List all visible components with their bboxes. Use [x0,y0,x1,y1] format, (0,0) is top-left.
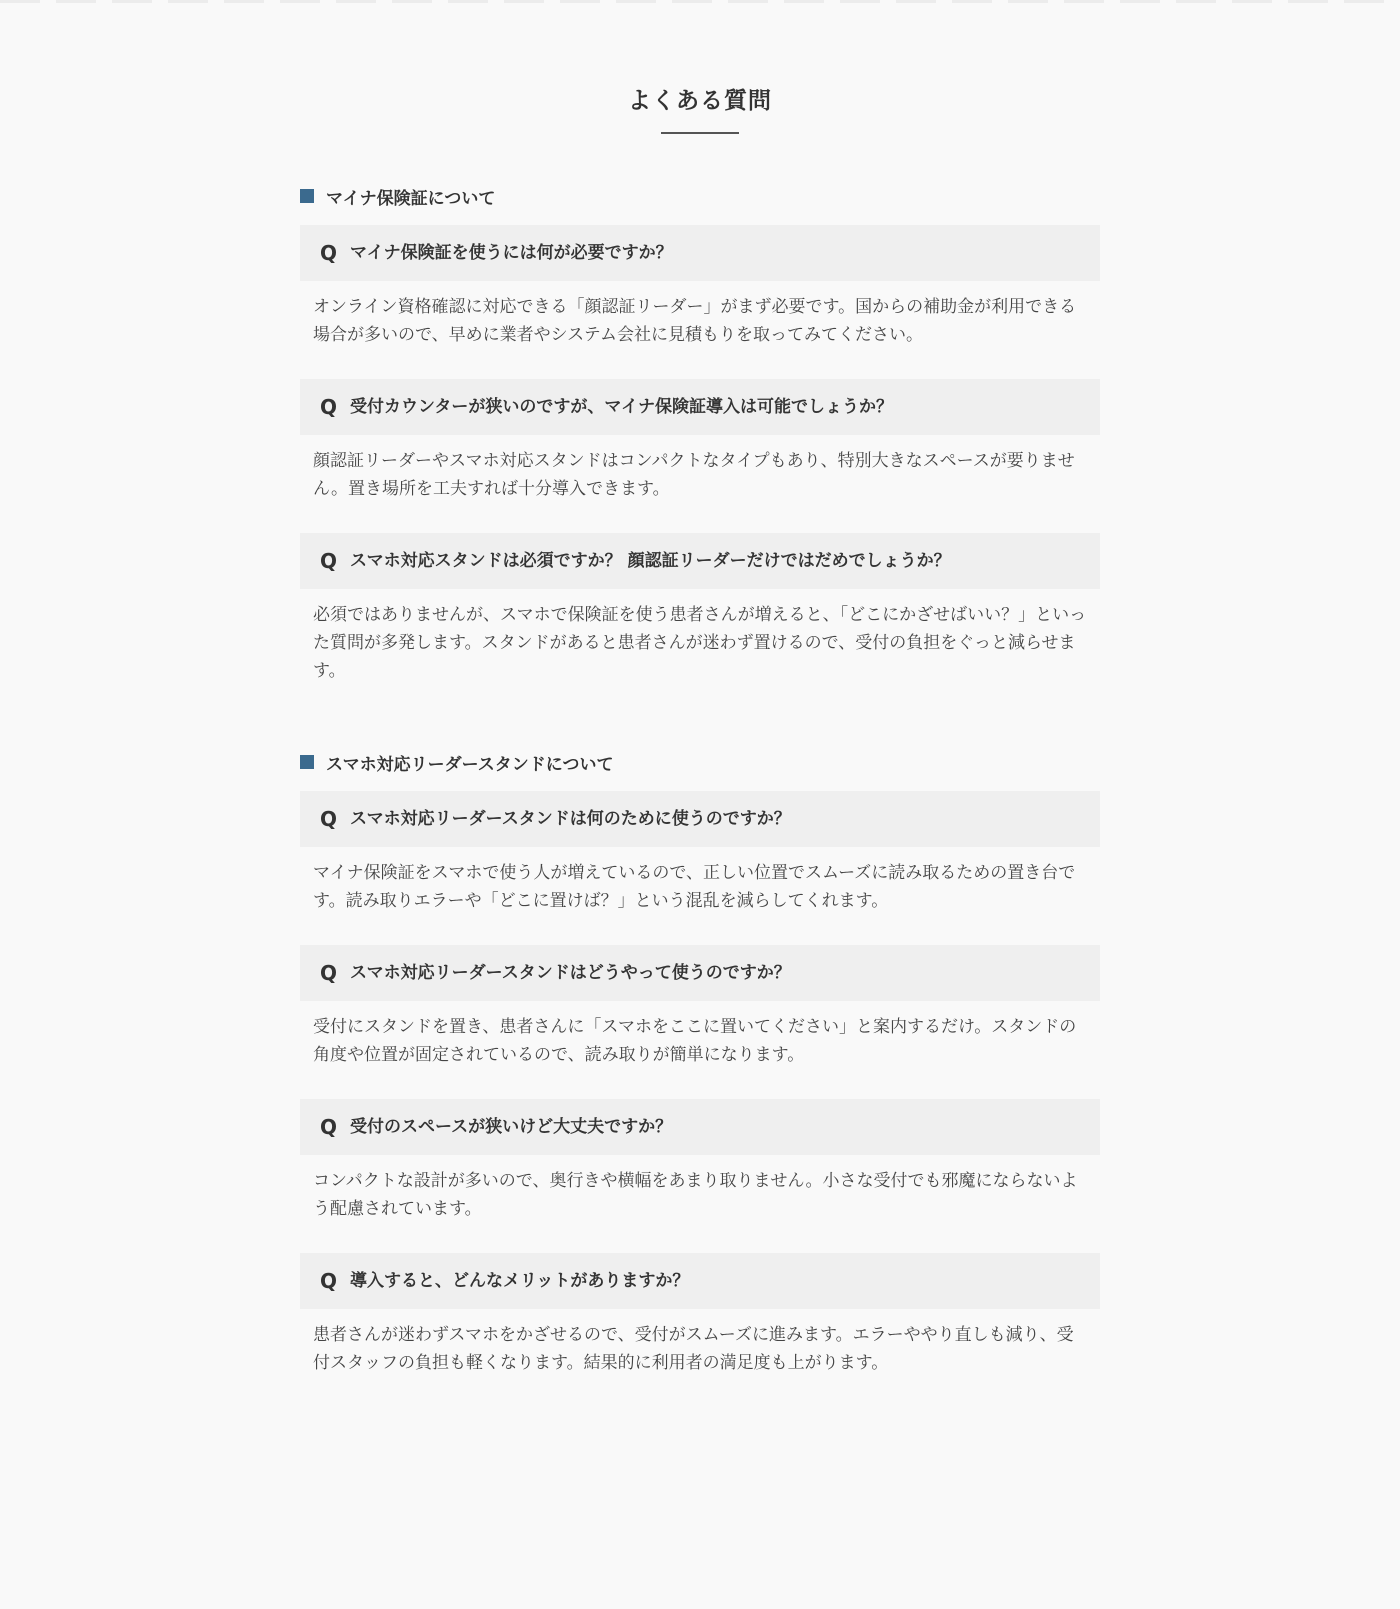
category-label: マイナ保険証について [326,188,496,209]
faq-question[interactable] [300,379,1100,435]
question-text: 受付のスペースが狭いけど大丈夫ですか？ [350,1117,673,1137]
faq-question[interactable] [300,945,1100,1001]
top-divider [0,0,1400,3]
question-text: スマホ対応リーダースタンドはどうやって使うのですか？ [350,963,791,983]
q-icon: Q [320,241,338,265]
category-heading [300,183,1100,209]
faq-answer: コンパクトな設計が多いので、奥行きや横幅をあまり取りません。小さな受付でも邪魔にならないよう配慮されています。 [313,1171,1078,1219]
q-icon: Q [320,807,338,831]
square-bullet-icon [300,189,314,203]
faq-answer: 受付にスタンドを置き、患者さんに「スマホをここに置いてください」と案内するだけ。スタンドの角度や位置が固定されているので、読み取りが簡単になります。 [313,1017,1077,1065]
q-icon: Q [320,1269,338,1293]
faq-category-my-number-insurance [300,183,1100,685]
question-text: 導入すると、どんなメリットがありますか？ [350,1271,690,1291]
q-icon: Q [320,1115,338,1139]
faq-item [300,945,1100,1069]
square-bullet-icon [300,755,314,769]
faq-item [300,533,1100,685]
faq-answer: 顔認証リーダーやスマホ対応スタンドはコンパクトなタイプもあり、特別大きなスペースが要りません。置き場所を工夫すれば十分導入できます。 [313,451,1075,499]
faq-answer: マイナ保険証をスマホで使う人が増えているので、正しい位置でスムーズに読み取るための置き台です。読み取りエラーや「どこに置けば？」という混乱を減らしてくれます。 [313,863,1076,911]
q-icon: Q [320,395,338,419]
title-underline [661,132,739,134]
faq-item [300,225,1100,349]
faq-question[interactable] [300,225,1100,281]
faq-question[interactable] [300,1099,1100,1155]
faq-item [300,379,1100,503]
q-icon: Q [320,549,338,573]
faq-category-smartphone-stand [300,749,1100,1377]
question-text: マイナ保険証を使うには何が必要ですか？ [350,243,673,263]
category-label: スマホ対応リーダースタンドについて [326,754,614,775]
faq-item [300,791,1100,915]
faq-list [300,183,1100,1377]
faq-question[interactable] [300,791,1100,847]
faq-item [300,1253,1100,1377]
faq-answer: オンライン資格確認に対応できる「顔認証リーダー」がまず必要です。国からの補助金が利用できる場合が多いので、早めに業者やシステム会社に見積もりを取ってみてください。 [313,297,1077,345]
faq-answer: 必須ではありませんが、スマホで保険証を使う患者さんが増えると、「どこにかざせばいい？」といった質問が多発します。スタンドがあると患者さんが迷わず置けるので、受付の負担をぐっと減らせます。 [313,605,1087,681]
category-heading [300,749,1100,775]
faq-item [300,1099,1100,1223]
question-text: スマホ対応スタンドは必須ですか？ 顔認証リーダーだけではだめでしょうか？ [350,551,951,571]
question-text: 受付カウンターが狭いのですが、マイナ保険証導入は可能でしょうか？ [350,397,893,417]
page-title: よくある質問 [628,88,772,114]
q-icon: Q [320,961,338,985]
faq-question[interactable] [300,533,1100,589]
faq-answer: 患者さんが迷わずスマホをかざせるので、受付がスムーズに進みます。エラーややり直しも減り、受付スタッフの負担も軽くなります。結果的に利用者の満足度も上がります。 [313,1325,1074,1373]
faq-question[interactable] [300,1253,1100,1309]
question-text: スマホ対応リーダースタンドは何のために使うのですか？ [350,809,791,829]
